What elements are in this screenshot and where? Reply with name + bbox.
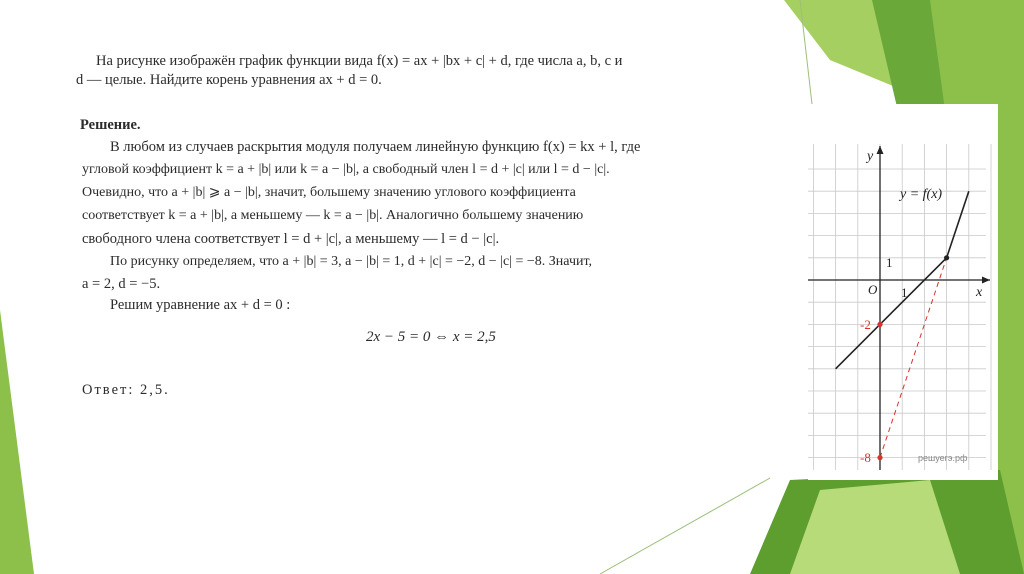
intercept-minus2-label: -2: [860, 317, 871, 332]
solution-line-8: Решим уравнение ax + d = 0 :: [110, 297, 291, 313]
green-shape-left: [0, 310, 34, 574]
function-graph: [808, 104, 998, 480]
function-label: y = f(x): [900, 187, 943, 202]
solution-line-7: a = 2, d = −5.: [82, 276, 161, 292]
solution-line-5: свободного члена соответствует l = d + |c|, а меньшему — l = d − |c|.: [82, 231, 500, 247]
dashed-line: [880, 258, 947, 458]
marked-point: [877, 322, 882, 327]
y-axis-arrow: [877, 146, 884, 154]
graph-panel: [808, 104, 998, 480]
thin-line-bottom: [600, 478, 770, 574]
y-tick-label: 1: [886, 255, 893, 270]
x-axis-arrow: [982, 277, 990, 284]
marked-point: [944, 255, 949, 260]
solution-heading: Решение.: [80, 117, 141, 133]
solution-line-3: Очевидно, что a + |b| ⩾ a − |b|, значит, большему значению углового коэффициента: [82, 185, 576, 200]
watermark: решуегэ.рф: [918, 453, 968, 463]
y-axis-label: y: [867, 149, 874, 164]
solution-line-4: соответствует k = a + |b|, а меньшему — k = a − |b|. Аналогично большему значению: [82, 208, 584, 223]
solution-line-1: В любом из случаев раскрытия модуля получаем линейную функцию f(x) = kx + l, где: [110, 139, 641, 155]
problem-line-1: На рисунке изображён график функции вида f(x) = ax + |bx + c| + d, где числа a, b, c и: [96, 53, 623, 69]
x-axis-label: x: [976, 285, 983, 300]
solution-line-6: По рисунку определяем, что a + |b| = 3, a − |b| = 1, d + |c| = −2, d − |c| = −8. Значит,: [110, 254, 593, 269]
marked-point: [877, 455, 882, 460]
solution-equation: 2x − 5 = 0 ⇔ x = 2,5: [366, 329, 496, 345]
problem-line-2: d — целые. Найдите корень уравнения ax + d = 0.: [76, 72, 382, 88]
origin-label: O: [868, 282, 878, 297]
answer: Ответ: 2,5.: [82, 382, 170, 398]
solution-line-2: угловой коэффициент k = a + |b| или k = a − |b|, а свободный член l = d + |c| или l = d − |c|.: [82, 162, 610, 177]
intercept-minus8-label: -8: [860, 450, 871, 465]
x-tick-label: 1: [901, 285, 908, 300]
